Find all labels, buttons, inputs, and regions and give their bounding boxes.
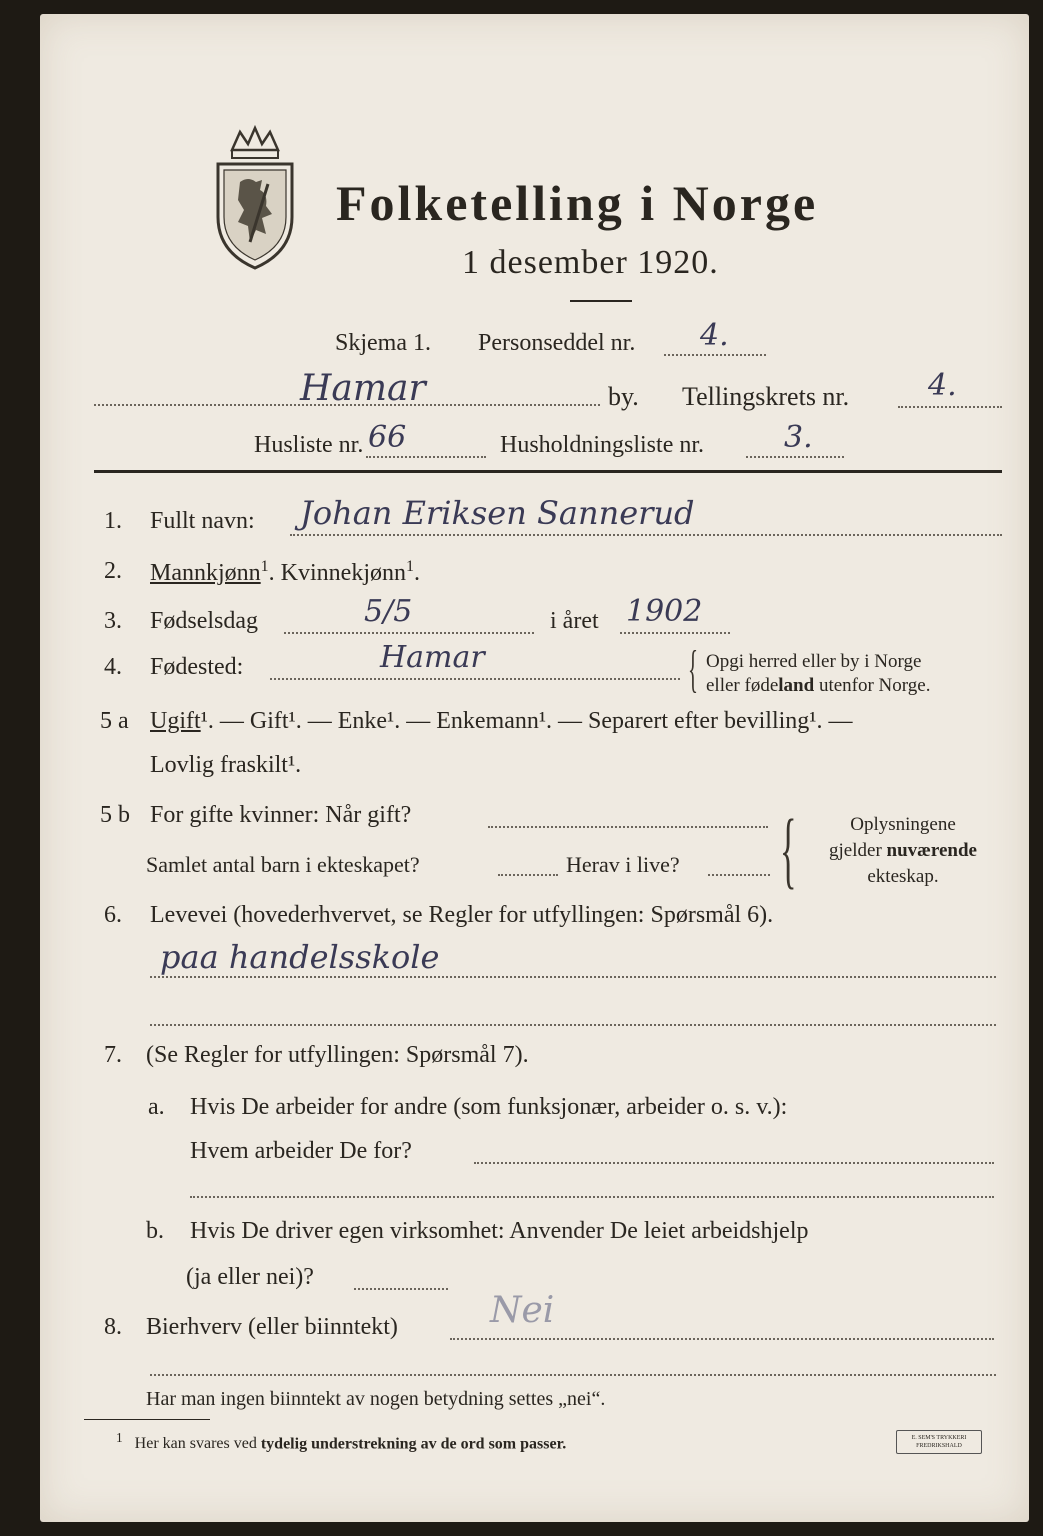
q7a-letter: a. <box>148 1094 165 1120</box>
full-name-value: Johan Eriksen Sannerud <box>300 494 695 532</box>
birthplace-note: Opgi herred eller by i Norge eller fødeland utenfor Norge. <box>706 651 931 696</box>
when-married-label: For gifte kvinner: Når gift? <box>150 802 412 828</box>
nei-note: Har man ingen biinntekt av nogen betydning settes „nei“. <box>146 1388 606 1410</box>
year-label: i året <box>550 608 599 634</box>
tellingskrets-value: 4. <box>928 368 957 403</box>
birthyear-value: 1902 <box>626 594 703 629</box>
skjema-label: Skjema 1. <box>335 330 431 356</box>
tellingskrets-label: Tellingskrets nr. <box>682 382 850 411</box>
title-divider <box>570 300 632 302</box>
ugift-option: Ugift <box>150 708 201 734</box>
footnote: $^1$ Her kan svares ved tydelig understrekning av de ord som passer. <box>116 1430 567 1453</box>
occupation-value: paa handelsskole <box>160 938 440 976</box>
birthdate-value: 5/5 <box>364 594 413 629</box>
children-count-label: Samlet antal barn i ekteskapet? <box>146 852 420 877</box>
q7a-label: Hvis De arbeider for andre (som funksjonær, arbeider o. s. v.): <box>190 1094 788 1120</box>
q7b-letter: b. <box>146 1218 164 1244</box>
birthplace-value: Hamar <box>380 640 485 675</box>
husliste-label: Husliste nr. <box>254 432 364 458</box>
husholdning-label: Husholdningsliste nr. <box>500 432 705 458</box>
marital-options: Ugift¹. — Gift¹. — Enke¹. — Enkemann¹. — Separert efter bevilling¹. — <box>150 708 853 734</box>
q3-number: 3. <box>104 608 122 634</box>
city-value: Hamar <box>300 368 426 409</box>
occupation-label: Levevei (hovederhvervet, se Regler for utfyllingen: Spørsmål 6). <box>150 902 774 928</box>
personseddel-label: Personseddel nr. <box>478 330 636 356</box>
q6-number: 6. <box>104 902 122 928</box>
q5a-number: 5 a <box>100 708 129 734</box>
q1-number: 1. <box>104 508 122 534</box>
birthdate-label: Fødselsdag <box>150 608 258 634</box>
footnote-divider <box>84 1419 210 1420</box>
husholdning-value: 3. <box>784 420 813 455</box>
marital-options-line2: Lovlig fraskilt¹. <box>150 752 302 778</box>
secondary-income-value: Nei <box>490 1290 555 1331</box>
q7-label: (Se Regler for utfyllingen: Spørsmål 7). <box>146 1042 529 1068</box>
hired-help-label: (ja eller nei)? <box>186 1264 314 1290</box>
q5b-number: 5 b <box>100 802 130 828</box>
marriage-note: Oplysningene gjelder nuværende ekteskap. <box>829 814 977 887</box>
husliste-value: 66 <box>368 420 407 455</box>
form-title: Folketelling i Norge <box>336 175 819 231</box>
census-date: 1 desember 1920. <box>462 244 719 281</box>
by-label: by. <box>608 382 639 411</box>
male-option: Mannkjønn <box>150 560 261 586</box>
full-name-label: Fullt navn: <box>150 508 255 534</box>
children-alive-label: Herav i live? <box>566 852 680 877</box>
sex-options: Mannkjønn$^1$. Kvinnekjønn$^1$. <box>150 558 420 586</box>
coat-of-arms-logo <box>210 122 300 272</box>
header-rule <box>94 470 1002 473</box>
printer-stamp: E. SEM'S TRYKKERI FREDRIKSHALD <box>896 1430 982 1454</box>
q2-number: 2. <box>104 558 122 584</box>
q4-number: 4. <box>104 654 122 680</box>
personseddel-value: 4. <box>700 318 729 353</box>
birthplace-label: Fødested: <box>150 654 244 680</box>
employer-label: Hvem arbeider De for? <box>190 1138 412 1164</box>
female-option: Kvinnekjønn <box>280 560 406 586</box>
secondary-income-label: Bierhverv (eller biinntekt) <box>146 1314 398 1340</box>
q7b-label: Hvis De driver egen virksomhet: Anvender De leiet arbeidshjelp <box>190 1218 809 1244</box>
q7-number: 7. <box>104 1042 122 1068</box>
q8-number: 8. <box>104 1314 122 1340</box>
